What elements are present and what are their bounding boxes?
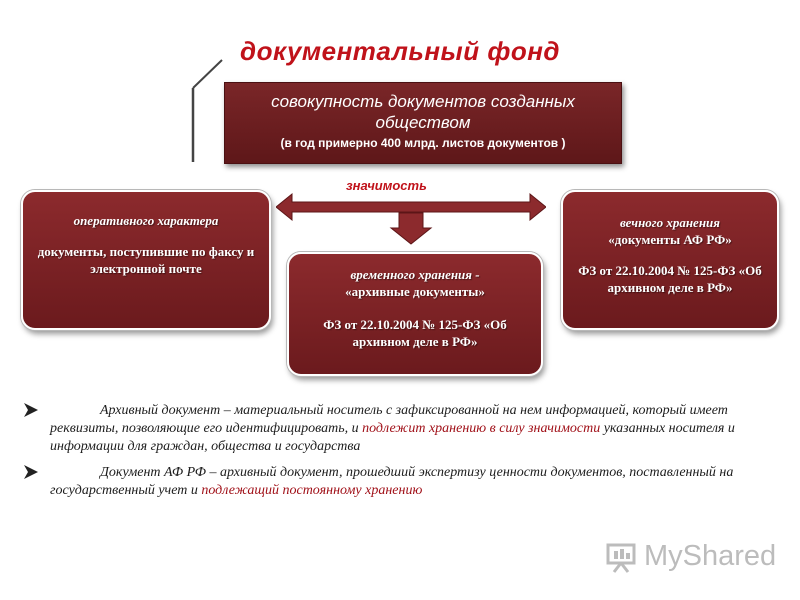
definition-1-text: Архивный документ – материальный носитель с зафиксированной на нем информацией, который имеет реквизиты, позволяющие его идентифицировать, и — [50, 403, 728, 436]
fund-volume-note: (в год примерно 400 млрд. листов документов ) — [280, 136, 566, 150]
significance-label: значимость — [346, 178, 427, 193]
definition-archival-document — [20, 402, 780, 456]
card-permanent — [561, 190, 779, 330]
card-permanent-subheading: «документы АФ РФ» — [608, 232, 732, 247]
watermark-text: MyShared — [644, 540, 777, 572]
definition-af-rf-document — [20, 464, 780, 500]
bracket-line — [186, 58, 226, 168]
definition-2-text: Документ АФ РФ – архивный документ, прошедший экспертизу ценности документов, поставленный на государственный учет и — [50, 465, 734, 498]
page-title: документальный фонд — [240, 36, 560, 66]
definition-1-tail: указанных носителя и информации для граждан, общества и государства — [50, 421, 735, 454]
presentation-icon — [606, 543, 638, 573]
watermark — [606, 540, 776, 576]
bullet-arrow-icon — [22, 463, 40, 481]
card-operational-heading: оперативного характера — [73, 213, 219, 228]
down-arrow-icon — [391, 213, 431, 244]
fund-definition-box — [224, 82, 622, 164]
card-temporary-body: ФЗ от 22.10.2004 № 125-ФЗ «Об архивном деле в РФ» — [323, 317, 507, 349]
significance-arrows — [276, 190, 546, 250]
definition-2-highlight: подлежащий постоянному хранению — [201, 483, 423, 498]
card-temporary-subheading: «архивные документы» — [345, 284, 485, 299]
card-permanent-body: ФЗ от 22.10.2004 № 125-ФЗ «Об архивном деле в РФ» — [578, 263, 762, 295]
fund-definition-text: совокупность документов созданных обществом — [271, 92, 575, 132]
card-temporary-heading: временного хранения - — [350, 267, 480, 282]
card-temporary — [287, 252, 543, 376]
card-permanent-heading: вечного хранения — [620, 215, 720, 230]
definition-1-highlight: подлежит хранению в силу значимости — [362, 421, 601, 436]
bullet-arrow-icon — [22, 401, 40, 419]
card-operational — [21, 190, 271, 330]
definitions-list — [20, 402, 780, 508]
card-operational-body: документы, поступившие по факсу и электронной почте — [37, 244, 255, 276]
